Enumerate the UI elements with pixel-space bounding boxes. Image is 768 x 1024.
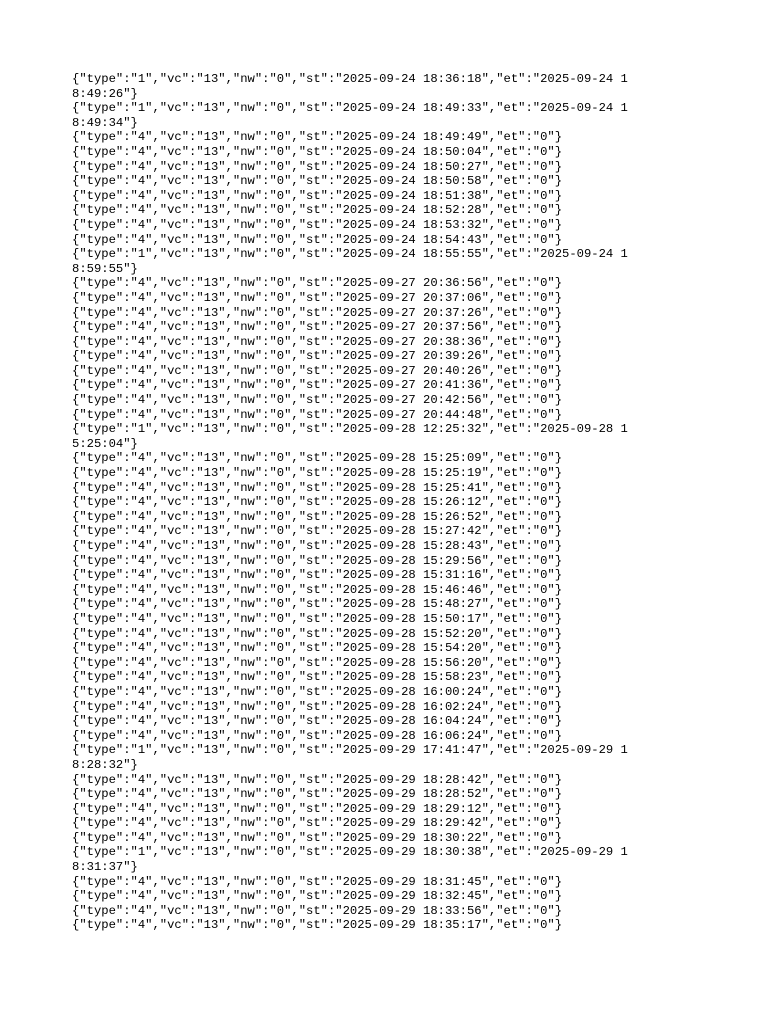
log-line: {"type":"4","vc":"13","nw":"0","st":"2025-09-27 20:39:26","et":"0"} (72, 349, 563, 364)
log-line: {"type":"4","vc":"13","nw":"0","st":"2025-09-27 20:40:26","et":"0"} (72, 363, 563, 378)
log-line: {"type":"4","vc":"13","nw":"0","st":"2025-09-24 18:54:43","et":"0"} (72, 232, 563, 247)
log-line: {"type":"4","vc":"13","nw":"0","st":"2025-09-28 16:02:24","et":"0"} (72, 699, 563, 714)
log-line: {"type":"4","vc":"13","nw":"0","st":"2025-09-28 15:26:52","et":"0"} (72, 509, 563, 524)
log-line: {"type":"4","vc":"13","nw":"0","st":"2025-09-29 18:31:45","et":"0"} (72, 874, 563, 889)
log-line: {"type":"4","vc":"13","nw":"0","st":"2025-09-24 18:51:38","et":"0"} (72, 188, 563, 203)
log-line: {"type":"4","vc":"13","nw":"0","st":"2025-09-24 18:49:49","et":"0"} (72, 130, 563, 145)
log-line: {"type":"4","vc":"13","nw":"0","st":"2025-09-29 18:33:56","et":"0"} (72, 903, 563, 918)
log-line: {"type":"4","vc":"13","nw":"0","st":"2025-09-28 15:54:20","et":"0"} (72, 641, 563, 656)
log-line: {"type":"4","vc":"13","nw":"0","st":"2025-09-28 15:25:09","et":"0"} (72, 451, 563, 466)
log-line: {"type":"4","vc":"13","nw":"0","st":"2025-09-27 20:37:26","et":"0"} (72, 305, 563, 320)
log-line: {"type":"4","vc":"13","nw":"0","st":"2025-09-28 15:31:16","et":"0"} (72, 568, 563, 583)
log-line: {"type":"1","vc":"13","nw":"0","st":"2025-09-28 12:25:32","et":"2025-09-28 15:25:04"} (72, 422, 628, 451)
log-line: {"type":"1","vc":"13","nw":"0","st":"2025-09-29 17:41:47","et":"2025-09-29 18:28:32"} (72, 743, 628, 772)
log-line: {"type":"4","vc":"13","nw":"0","st":"2025-09-29 18:29:12","et":"0"} (72, 801, 563, 816)
log-line: {"type":"4","vc":"13","nw":"0","st":"2025-09-27 20:44:48","et":"0"} (72, 407, 563, 422)
log-line: {"type":"4","vc":"13","nw":"0","st":"2025-09-28 15:56:20","et":"0"} (72, 655, 563, 670)
log-line: {"type":"4","vc":"13","nw":"0","st":"2025-09-28 15:25:41","et":"0"} (72, 480, 563, 495)
log-line: {"type":"4","vc":"13","nw":"0","st":"2025-09-27 20:38:36","et":"0"} (72, 334, 563, 349)
log-line: {"type":"4","vc":"13","nw":"0","st":"2025-09-28 15:27:42","et":"0"} (72, 524, 563, 539)
log-line: {"type":"4","vc":"13","nw":"0","st":"2025-09-28 15:46:46","et":"0"} (72, 582, 563, 597)
log-line: {"type":"4","vc":"13","nw":"0","st":"2025-09-29 18:35:17","et":"0"} (72, 918, 563, 933)
log-line: {"type":"4","vc":"13","nw":"0","st":"2025-09-27 20:37:06","et":"0"} (72, 290, 563, 305)
log-line: {"type":"4","vc":"13","nw":"0","st":"2025-09-28 15:58:23","et":"0"} (72, 670, 563, 685)
log-line: {"type":"4","vc":"13","nw":"0","st":"2025-09-27 20:42:56","et":"0"} (72, 393, 563, 408)
log-line: {"type":"4","vc":"13","nw":"0","st":"2025-09-29 18:28:42","et":"0"} (72, 772, 563, 787)
log-line: {"type":"4","vc":"13","nw":"0","st":"2025-09-24 18:52:28","et":"0"} (72, 203, 563, 218)
log-line: {"type":"4","vc":"13","nw":"0","st":"2025-09-24 18:50:04","et":"0"} (72, 144, 563, 159)
log-line: {"type":"4","vc":"13","nw":"0","st":"2025-09-24 18:50:58","et":"0"} (72, 174, 563, 189)
log-line: {"type":"4","vc":"13","nw":"0","st":"2025-09-27 20:37:56","et":"0"} (72, 320, 563, 335)
log-line: {"type":"1","vc":"13","nw":"0","st":"2025-09-29 18:30:38","et":"2025-09-29 18:31:37"} (72, 845, 628, 875)
log-line: {"type":"4","vc":"13","nw":"0","st":"2025-09-28 15:29:56","et":"0"} (72, 553, 563, 568)
log-line: {"type":"4","vc":"13","nw":"0","st":"2025-09-28 16:04:24","et":"0"} (72, 714, 563, 729)
log-line: {"type":"1","vc":"13","nw":"0","st":"2025-09-24 18:49:33","et":"2025-09-24 18:49:34"} (72, 101, 628, 130)
log-line: {"type":"4","vc":"13","nw":"0","st":"2025-09-28 15:50:17","et":"0"} (72, 611, 563, 626)
log-line: {"type":"4","vc":"13","nw":"0","st":"2025-09-28 15:48:27","et":"0"} (72, 597, 563, 612)
log-line: {"type":"4","vc":"13","nw":"0","st":"2025-09-28 16:06:24","et":"0"} (72, 728, 563, 743)
log-line: {"type":"4","vc":"13","nw":"0","st":"2025-09-29 18:32:45","et":"0"} (72, 889, 563, 904)
log-line: {"type":"4","vc":"13","nw":"0","st":"2025-09-27 20:41:36","et":"0"} (72, 378, 563, 393)
log-line: {"type":"4","vc":"13","nw":"0","st":"2025-09-29 18:28:52","et":"0"} (72, 787, 563, 802)
log-line: {"type":"4","vc":"13","nw":"0","st":"2025-09-27 20:36:56","et":"0"} (72, 276, 563, 291)
log-line: {"type":"4","vc":"13","nw":"0","st":"2025-09-24 18:53:32","et":"0"} (72, 217, 563, 232)
log-text-block (72, 72, 642, 933)
log-line: {"type":"4","vc":"13","nw":"0","st":"2025-09-28 15:28:43","et":"0"} (72, 539, 563, 553)
log-line: {"type":"1","vc":"13","nw":"0","st":"2025-09-24 18:55:55","et":"2025-09-24 18:59:55"} (72, 247, 628, 276)
log-line: {"type":"4","vc":"13","nw":"0","st":"2025-09-28 16:00:24","et":"0"} (72, 684, 563, 699)
log-line: {"type":"4","vc":"13","nw":"0","st":"2025-09-29 18:29:42","et":"0"} (72, 816, 563, 831)
log-line: {"type":"1","vc":"13","nw":"0","st":"2025-09-24 18:36:18","et":"2025-09-24 18:49:26"} (72, 72, 628, 101)
log-line: {"type":"4","vc":"13","nw":"0","st":"2025-09-28 15:26:12","et":"0"} (72, 495, 563, 510)
log-line: {"type":"4","vc":"13","nw":"0","st":"2025-09-29 18:30:22","et":"0"} (72, 830, 563, 845)
log-line: {"type":"4","vc":"13","nw":"0","st":"2025-09-24 18:50:27","et":"0"} (72, 159, 563, 174)
log-line: {"type":"4","vc":"13","nw":"0","st":"2025-09-28 15:52:20","et":"0"} (72, 626, 563, 641)
log-line: {"type":"4","vc":"13","nw":"0","st":"2025-09-28 15:25:19","et":"0"} (72, 466, 563, 481)
